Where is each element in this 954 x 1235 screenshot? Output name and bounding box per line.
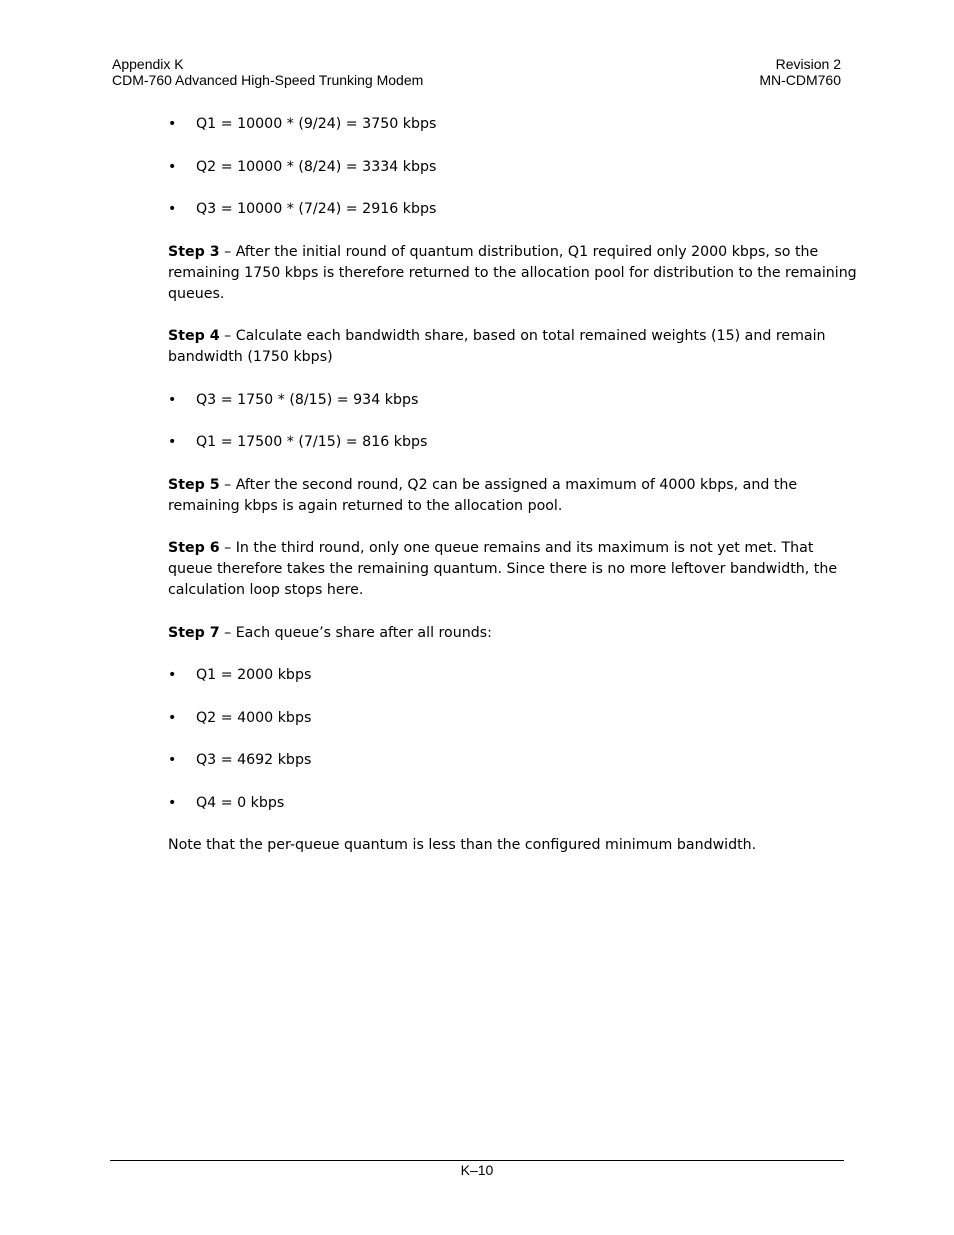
step-text: – After the initial round of quantum distribution, Q1 required only 2000 kbps, so the remaining 1750 kbps is therefore returned to the allocation pool for distribution to the remaining queues. [168,243,857,302]
bullet-icon: • [168,391,177,408]
header-right [759,56,841,88]
list-item-text: Q1 = 2000 kbps [196,667,312,683]
step-3-paragraph [168,242,858,305]
step-7-paragraph [168,623,858,644]
note-paragraph: Note that the per-queue quantum is less than the configured minimum bandwidth. [168,837,757,853]
step-label: Step 4 [168,328,220,344]
list-item [168,114,858,135]
list-item [168,708,858,729]
list-item-text: Q1 = 17500 * (7/15) = 816 kbps [196,434,428,450]
list-item [168,793,858,814]
list-item [168,665,858,686]
bullet-icon: • [168,116,177,132]
step-text: – In the third round, only one queue remains and its maximum is not yet met. That queue therefore takes the remaining quantum. Since there is no more leftover bandwidth, the calculation loop stops here. [168,540,838,598]
bullet-icon: • [168,158,177,175]
bullet-list-first-round [168,114,858,220]
header-left [112,56,423,88]
step-label: Step 6 [168,540,220,556]
list-item-text: Q2 = 10000 * (8/24) = 3334 kbps [196,158,437,175]
bullet-icon: • [168,667,177,683]
step-5-paragraph [168,475,858,517]
list-item-text: Q4 = 0 kbps [196,794,285,811]
bullet-icon: • [168,201,177,217]
list-item [168,199,858,220]
step-text: – After the second round, Q2 can be assigned a maximum of 4000 kbps, and the remaining kbps is again returned to the allocation pool. [168,476,798,514]
list-item [168,157,858,178]
list-item [168,750,858,771]
list-item [168,432,858,453]
bullet-list-second-round [168,390,858,454]
bullet-icon: • [168,794,177,811]
list-item-text: Q1 = 10000 * (9/24) = 3750 kbps [196,116,437,132]
step-label: Step 7 [168,624,220,641]
step-label: Step 3 [168,243,220,260]
bullet-icon: • [168,434,177,450]
bullet-list-final-shares [168,665,858,814]
revision-label: Revision 2 [775,56,841,72]
bullet-icon: • [168,709,177,726]
footer-divider [110,1160,844,1161]
list-item [168,390,858,411]
list-item-text: Q3 = 10000 * (7/24) = 2916 kbps [196,201,437,217]
step-4-paragraph [168,326,858,368]
page-number: K–10 [460,1162,494,1178]
page-body [168,114,858,856]
document-number: MN-CDM760 [759,72,841,88]
list-item-text: Q3 = 1750 * (8/15) = 934 kbps [196,391,419,408]
document-title: CDM-760 Advanced High-Speed Trunking Modem [112,72,424,88]
step-text: – Each queue’s share after all rounds: [219,624,492,641]
bullet-icon: • [168,752,177,768]
appendix-label: Appendix K [112,56,184,72]
step-text: – Calculate each bandwidth share, based on total remained weights (15) and remain bandwidth (1750 kbps) [168,328,826,365]
list-item-text: Q3 = 4692 kbps [196,752,312,768]
step-label: Step 5 [168,476,220,493]
step-6-paragraph [168,538,858,601]
list-item-text: Q2 = 4000 kbps [196,709,312,726]
